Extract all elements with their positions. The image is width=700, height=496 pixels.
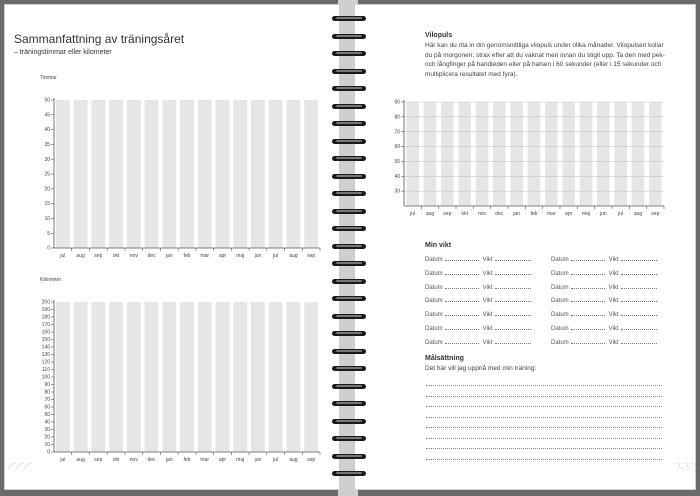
spiral-ring xyxy=(332,349,366,354)
x-tick-label: aug xyxy=(76,457,85,463)
datum-field[interactable] xyxy=(571,256,605,261)
vikt-field[interactable] xyxy=(495,311,531,316)
datum-field[interactable] xyxy=(571,311,605,316)
datum-label: Datum xyxy=(425,312,443,319)
x-tick-label: okt xyxy=(112,457,120,463)
x-tick-label: jan xyxy=(165,457,173,463)
x-tick-label: jun xyxy=(599,211,607,217)
x-tick-label: jul xyxy=(273,253,279,259)
y-tick-label: 90 xyxy=(44,382,50,389)
vikt-label: Vikt xyxy=(608,298,619,305)
weight-entry xyxy=(551,256,657,263)
goal-writing-line[interactable] xyxy=(426,459,662,460)
datum-label: Datum xyxy=(551,284,569,291)
vikt-field[interactable] xyxy=(621,256,657,261)
datum-label: Datum xyxy=(551,312,569,319)
datum-label: Datum xyxy=(425,270,443,277)
chart-column xyxy=(74,100,88,248)
x-tick-label: apr xyxy=(565,211,573,217)
goal-heading: Målsättning xyxy=(425,355,464,362)
weight-entry xyxy=(551,297,657,304)
x-tick-label: jul xyxy=(618,211,624,217)
vikt-label: Vikt xyxy=(482,312,493,319)
spiral-ring xyxy=(332,34,366,39)
y-tick-label: 20 xyxy=(44,434,50,441)
x-tick-label: maj xyxy=(236,457,245,463)
corner-decoration: ⋰⋰⋰ xyxy=(8,463,32,470)
chart-column xyxy=(180,302,194,452)
chart-column xyxy=(441,102,453,206)
weight-entry xyxy=(425,256,531,263)
spiral-ring xyxy=(332,191,366,196)
hours-axis-label: Timmar xyxy=(40,75,57,81)
chart-column xyxy=(127,302,141,452)
vikt-label: Vikt xyxy=(482,298,493,305)
y-tick-label: 80 xyxy=(44,389,50,396)
x-tick-label: sep xyxy=(94,457,103,463)
chart-column xyxy=(216,302,230,452)
y-tick-label: 170 xyxy=(41,322,50,329)
spiral-ring xyxy=(332,279,366,284)
chart-column xyxy=(632,102,644,206)
datum-label: Datum xyxy=(551,270,569,277)
x-tick-label: apr xyxy=(218,457,227,463)
chart-column xyxy=(493,102,505,206)
spiral-ring xyxy=(332,174,366,179)
x-tick-label: apr xyxy=(218,253,227,259)
x-tick-label: mar xyxy=(200,253,210,259)
chart-column xyxy=(304,100,318,248)
chart-column xyxy=(216,100,230,248)
y-tick-label: 15 xyxy=(44,201,50,208)
spiral-ring xyxy=(332,16,366,21)
vikt-field[interactable] xyxy=(621,339,657,344)
vikt-field[interactable] xyxy=(495,256,531,261)
y-tick-label: 40 xyxy=(44,419,50,426)
datum-label: Datum xyxy=(551,257,569,263)
x-tick-label: nov xyxy=(129,253,138,259)
x-tick-label: mar xyxy=(200,457,210,463)
datum-label: Datum xyxy=(425,284,443,291)
x-tick-label: jun xyxy=(254,253,262,259)
page-title: Sammanfattning av träningsåret xyxy=(14,32,185,46)
datum-field[interactable] xyxy=(571,270,605,275)
chart-column xyxy=(251,100,265,248)
chart-column xyxy=(127,100,141,248)
datum-field[interactable] xyxy=(445,270,479,275)
spiral-ring xyxy=(332,156,366,161)
spiral-ring xyxy=(332,139,366,144)
vikt-label: Vikt xyxy=(608,312,619,319)
weight-entry xyxy=(551,270,657,277)
x-tick-label: jul xyxy=(60,253,66,259)
y-tick-label: 110 xyxy=(42,367,50,374)
x-tick-label: jan xyxy=(513,211,521,217)
x-tick-label: aug xyxy=(425,211,435,217)
y-tick-label: 5 xyxy=(47,230,50,237)
y-tick-label: 40 xyxy=(44,127,50,134)
chart-column xyxy=(74,302,88,452)
chart-column xyxy=(162,100,176,248)
x-tick-label: aug xyxy=(289,253,298,259)
y-tick-label: 180 xyxy=(41,314,50,321)
datum-label: Datum xyxy=(551,339,569,346)
y-tick-label: 0 xyxy=(47,245,50,252)
km-chart xyxy=(36,292,326,468)
y-tick-label: 20 xyxy=(44,186,50,193)
y-tick-label: 130 xyxy=(41,352,50,359)
chart-column xyxy=(458,102,470,206)
weight-entry xyxy=(551,339,657,346)
chart-column xyxy=(109,100,123,248)
vikt-label: Vikt xyxy=(482,257,493,263)
weight-heading: Min vikt xyxy=(425,242,452,249)
y-tick-label: 0 xyxy=(47,449,50,456)
chart-column xyxy=(162,302,176,452)
datum-field[interactable] xyxy=(445,325,479,330)
x-tick-label: sep xyxy=(443,211,452,217)
goal-writing-line[interactable] xyxy=(426,448,662,449)
datum-field[interactable] xyxy=(571,297,605,302)
y-tick-label: 140 xyxy=(41,344,50,351)
datum-field[interactable] xyxy=(445,311,479,316)
chart-column xyxy=(56,100,70,248)
spiral-ring xyxy=(332,51,366,56)
y-tick-label: 50 xyxy=(44,97,50,104)
x-tick-label: dec xyxy=(495,211,504,217)
chart-column xyxy=(545,102,557,206)
y-tick-label: 150 xyxy=(41,337,50,344)
datum-field[interactable] xyxy=(571,284,605,289)
goal-writing-line[interactable] xyxy=(426,385,662,386)
y-tick-label: 90 xyxy=(394,99,400,106)
y-tick-label: 50 xyxy=(394,159,400,166)
y-tick-label: 30 xyxy=(44,156,50,163)
weight-entry xyxy=(551,284,657,291)
datum-label: Datum xyxy=(425,326,443,332)
y-tick-label: 80 xyxy=(394,114,400,121)
x-tick-label: jul xyxy=(60,457,66,463)
vikt-field[interactable] xyxy=(495,339,531,344)
y-tick-label: 160 xyxy=(41,329,50,336)
chart-column xyxy=(233,302,247,452)
vikt-field[interactable] xyxy=(495,325,531,330)
vilopuls-heading: Vilopuls xyxy=(425,32,453,39)
vikt-label: Vikt xyxy=(608,326,619,332)
y-tick-label: 50 xyxy=(44,412,50,419)
chart-column xyxy=(286,100,300,248)
datum-label: Datum xyxy=(551,326,569,332)
chart-column xyxy=(180,100,194,248)
x-tick-label: aug xyxy=(76,253,85,259)
datum-label: Datum xyxy=(425,298,443,305)
x-tick-label: feb xyxy=(183,253,191,259)
weight-entry xyxy=(425,339,531,346)
x-tick-label: sep xyxy=(651,211,660,217)
x-tick-label: maj xyxy=(236,253,245,259)
weight-entry xyxy=(425,325,531,332)
x-tick-label: nov xyxy=(129,457,138,463)
hours-chart xyxy=(36,88,326,264)
y-tick-label: 40 xyxy=(394,173,400,180)
x-tick-label: okt xyxy=(112,253,120,259)
chart-column xyxy=(251,302,265,452)
vikt-field[interactable] xyxy=(621,311,657,316)
vikt-field[interactable] xyxy=(621,284,657,289)
y-tick-label: 100 xyxy=(41,374,50,381)
vikt-label: Vikt xyxy=(608,257,619,263)
x-tick-label: dec xyxy=(147,457,156,463)
vikt-label: Vikt xyxy=(482,339,493,346)
y-tick-label: 200 xyxy=(41,299,50,306)
spiral-ring xyxy=(332,331,366,336)
spiral-ring xyxy=(332,384,366,389)
x-tick-label: feb xyxy=(530,211,538,217)
goal-writing-line[interactable] xyxy=(426,417,662,418)
vikt-field[interactable] xyxy=(495,270,531,275)
x-tick-label: nov xyxy=(477,211,487,217)
x-tick-label: sep xyxy=(94,253,103,259)
y-tick-label: 45 xyxy=(44,112,50,119)
chart-column xyxy=(649,102,661,206)
vikt-field[interactable] xyxy=(495,297,531,302)
spiral-ring xyxy=(332,244,366,249)
pulse-chart xyxy=(392,96,670,220)
datum-label: Datum xyxy=(425,339,443,346)
vikt-field[interactable] xyxy=(621,270,657,275)
x-tick-label: jan xyxy=(165,253,173,259)
corner-decoration: ⋱⋱⋱ xyxy=(676,463,700,470)
vikt-label: Vikt xyxy=(482,270,493,277)
spiral-ring xyxy=(332,69,366,74)
vikt-field[interactable] xyxy=(621,297,657,302)
y-tick-label: 70 xyxy=(44,397,50,404)
spiral-ring xyxy=(332,104,366,109)
chart-column xyxy=(145,100,159,248)
spiral-ring xyxy=(332,86,366,91)
chart-column xyxy=(91,302,105,452)
chart-column xyxy=(597,102,609,206)
spiral-ring xyxy=(332,296,366,301)
spiral-ring xyxy=(332,261,366,266)
datum-field[interactable] xyxy=(571,325,605,330)
chart-column xyxy=(406,102,418,206)
datum-label: Datum xyxy=(551,298,569,305)
x-tick-label: mar xyxy=(547,211,556,217)
chart-column xyxy=(198,100,212,248)
goal-prompt: Det här vill jag uppnå med min träning: xyxy=(425,365,537,372)
weight-entry xyxy=(425,311,531,318)
vikt-label: Vikt xyxy=(482,284,493,291)
spiral-ring xyxy=(332,121,366,126)
vikt-field[interactable] xyxy=(621,325,657,330)
y-tick-label: 10 xyxy=(44,442,50,449)
weight-entry xyxy=(425,270,531,277)
goal-writing-line[interactable] xyxy=(426,427,662,428)
y-tick-label: 30 xyxy=(44,427,50,434)
chart-column xyxy=(233,100,247,248)
vikt-label: Vikt xyxy=(608,339,619,346)
spiral-ring xyxy=(332,314,366,319)
x-tick-label: maj xyxy=(581,211,591,217)
x-tick-label: dec xyxy=(147,253,156,259)
x-tick-label: feb xyxy=(183,457,191,463)
y-tick-label: 25 xyxy=(44,171,50,178)
y-tick-label: 190 xyxy=(41,307,50,314)
chart-column xyxy=(109,302,123,452)
spiral-ring xyxy=(332,209,366,214)
spiral-ring xyxy=(332,401,366,406)
y-tick-label: 120 xyxy=(41,359,50,366)
x-tick-label: sep xyxy=(307,253,316,259)
weight-entry xyxy=(551,325,657,332)
x-tick-label: sep xyxy=(307,457,316,463)
x-tick-label: jul xyxy=(273,457,279,463)
y-tick-label: 70 xyxy=(394,129,400,136)
y-tick-label: 35 xyxy=(44,142,50,148)
goal-writing-line[interactable] xyxy=(426,438,662,439)
y-tick-label: 60 xyxy=(394,144,400,151)
chart-column xyxy=(614,102,626,206)
x-tick-label: aug xyxy=(289,457,298,463)
chart-column xyxy=(269,100,283,248)
datum-field[interactable] xyxy=(571,339,605,344)
datum-field[interactable] xyxy=(445,256,479,261)
datum-field[interactable] xyxy=(445,297,479,302)
spiral-ring xyxy=(332,226,366,231)
chart-column xyxy=(562,102,574,206)
vikt-label: Vikt xyxy=(608,284,619,291)
chart-column xyxy=(145,302,159,452)
weight-entry xyxy=(425,297,531,304)
page-subtitle: – träningstimmar eller kilometer xyxy=(14,49,112,56)
y-tick-label: 30 xyxy=(394,188,400,195)
chart-column xyxy=(56,302,70,452)
spiral-ring xyxy=(332,436,366,441)
weight-entry xyxy=(425,284,531,291)
x-tick-label: jul xyxy=(410,211,416,217)
spiral-ring xyxy=(332,366,366,371)
y-tick-label: 10 xyxy=(44,216,50,222)
x-tick-label: aug xyxy=(633,211,643,217)
vikt-field[interactable] xyxy=(495,284,531,289)
chart-column xyxy=(580,102,592,206)
chart-column xyxy=(476,102,488,206)
datum-field[interactable] xyxy=(445,339,479,344)
km-axis-label: Kilometer xyxy=(40,277,62,283)
spiral-ring xyxy=(332,454,366,459)
chart-column xyxy=(286,302,300,452)
vikt-label: Vikt xyxy=(482,326,493,332)
chart-column xyxy=(304,302,318,452)
chart-column xyxy=(424,102,436,206)
spiral-ring xyxy=(332,471,366,476)
vikt-label: Vikt xyxy=(608,270,619,277)
chart-column xyxy=(528,102,540,206)
vilopuls-description: Här kan du rita in din genomsnittliga vilopuls under olika månader. Vilopulsen kollar du på morgonen, strax efter att du vaknat men innan du stigit upp. Ta den med pek- och långfinger på handleden eller på halsen i 60 sekunder (eller i 15 sekunder och multiplicera resultatet med fyra). xyxy=(425,42,665,78)
datum-label: Datum xyxy=(425,257,443,263)
chart-column xyxy=(91,100,105,248)
y-tick-label: 60 xyxy=(44,404,50,411)
weight-entry xyxy=(551,311,657,318)
x-tick-label: jun xyxy=(254,457,262,463)
chart-column xyxy=(510,102,522,206)
spiral-ring xyxy=(332,419,366,424)
chart-column xyxy=(198,302,212,452)
goal-writing-line[interactable] xyxy=(426,396,662,397)
x-tick-label: okt xyxy=(461,211,469,217)
chart-column xyxy=(269,302,283,452)
datum-field[interactable] xyxy=(445,284,479,289)
goal-writing-line[interactable] xyxy=(426,406,662,407)
